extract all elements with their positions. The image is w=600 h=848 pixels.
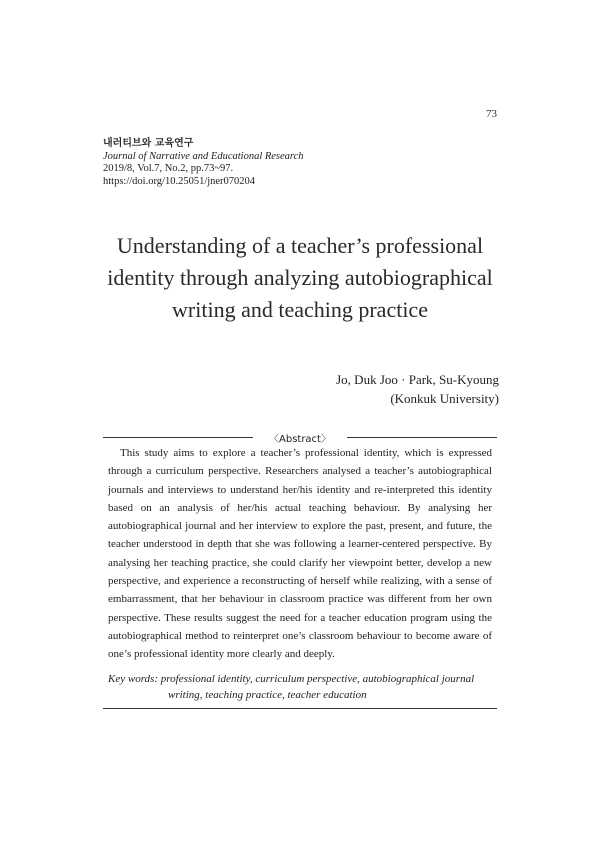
author-names: Jo, Duk Joo · Park, Su-Kyoung — [336, 372, 499, 387]
paper-title — [60, 230, 540, 326]
journal-issue: 2019/8, Vol.7, No.2, pp.73~97. — [103, 163, 234, 174]
journal-korean-title: 내러티브와 교육연구 — [103, 138, 194, 149]
journal-header — [103, 138, 304, 188]
abstract-body: This study aims to explore a teacher’s professional identity, which is expressed through a curriculum perspective. Researchers analysed a teacher’s autobiographical journals and interviews to understand her/his identity and re-interpreted this identity based on an analysis of her/his actual teaching behaviour. By analysing her autobiographical journal and her interview to explore the past, present, and future, the teacher understood in depth that she was following a learner-centered perspective. By analysing her teaching practice, she could clarify her viewpoint better, develop a new perspective, and experience a reconstructing of herself while realizing, with a sense of embarrassment, that her behaviour in classroom practice was different from her own perspective. These results suggest the need for a teacher education program using the autobiographical method to reinterpret one’s classroom behaviour to become aware of one’s professional identity more clearly and deeply. — [108, 447, 492, 661]
keywords-row — [108, 671, 492, 687]
bottom-rule — [103, 708, 497, 709]
title-line: Understanding of a teacher’s professional — [116, 233, 484, 258]
abstract-label: 〈Abstract〉 — [269, 434, 331, 445]
title-line: writing and teaching practice — [172, 297, 428, 322]
author-block — [336, 370, 499, 408]
keywords-label: Key words: — [108, 673, 159, 685]
author-affiliation: (Konkuk University) — [390, 391, 499, 406]
keywords-block — [108, 671, 492, 703]
journal-doi[interactable]: https://doi.org/10.25051/jner070204 — [103, 175, 256, 187]
keywords-line-2: writing, teaching practice, teacher education — [168, 689, 367, 701]
keywords-line-1: professional identity, curriculum perspective, autobiographical journal — [160, 673, 475, 685]
title-line: identity through analyzing autobiographical — [107, 265, 493, 290]
abstract-heading — [103, 430, 497, 444]
journal-english-title: Journal of Narrative and Educational Research — [103, 150, 304, 162]
abstract-rule-right — [347, 437, 497, 438]
page-number: 73 — [486, 108, 497, 120]
